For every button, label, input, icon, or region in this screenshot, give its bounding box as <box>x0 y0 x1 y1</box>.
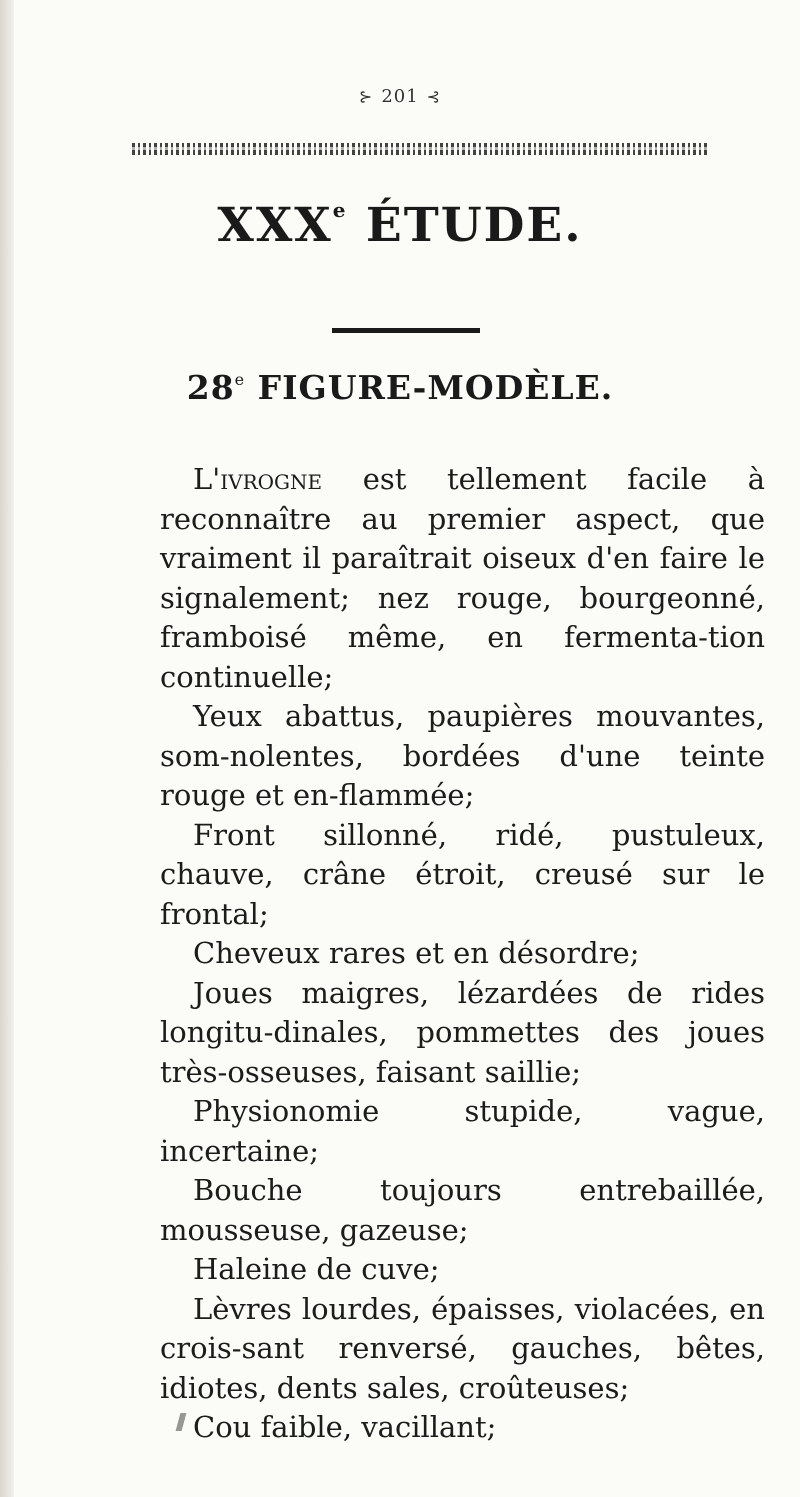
header-left-ornament: ⊱ <box>358 87 374 106</box>
body-text <box>160 460 765 1448</box>
study-title-word: ÉTUDE. <box>365 198 583 253</box>
figure-title: FIGURE-MODÈLE. <box>257 368 614 407</box>
page-number: 201 <box>381 86 419 107</box>
list-item: Bouche toujours entrebaillée, mousseuse, gazeuse; <box>160 1173 765 1247</box>
intro-smallcaps: L'ivrogne <box>193 462 323 496</box>
intro-paragraph <box>160 460 765 697</box>
intro-rest: est tellement facile à reconnaître au premier aspect, que vraiment il paraîtrait oiseux d'en faire le signalement; nez rouge, bourgeonné, framboisé même, en fermenta-tion continuelle; <box>160 462 765 694</box>
study-title <box>0 198 800 253</box>
list-item: Haleine de cuve; <box>193 1252 440 1286</box>
list-item: Yeux abattus, paupières mouvantes, som-nolentes, bordées d'une teinte rouge et en-flammée; <box>160 699 765 812</box>
list-item: Physionomie stupide, vague, incertaine; <box>160 1094 765 1168</box>
list-item: Cheveux rares et en désordre; <box>193 936 640 970</box>
figure-number: 28 <box>186 368 235 407</box>
figure-heading <box>0 368 800 407</box>
list-item: Lèvres lourdes, épaisses, violacées, en crois-sant renversé, gauches, bêtes, idiotes, dents sales, croûteuses; <box>160 1291 765 1405</box>
title-divider <box>332 328 480 333</box>
list-item: Joues maigres, lézardées de rides longitu-dinales, pommettes des joues très-osseuses, faisant saillie; <box>160 975 765 1089</box>
study-title-sup: e <box>332 198 348 222</box>
list-item: Cou faible, vacillant; <box>193 1410 497 1444</box>
list-item: Front sillonné, ridé, pustuleux, chauve, crâne étroit, creusé sur le frontal; <box>160 817 765 931</box>
header-right-ornament: ⊰ <box>426 87 442 106</box>
decorative-border <box>132 143 710 155</box>
figure-number-sup: e <box>234 370 246 389</box>
page-header <box>0 86 800 107</box>
study-title-roman: XXX <box>217 198 333 253</box>
